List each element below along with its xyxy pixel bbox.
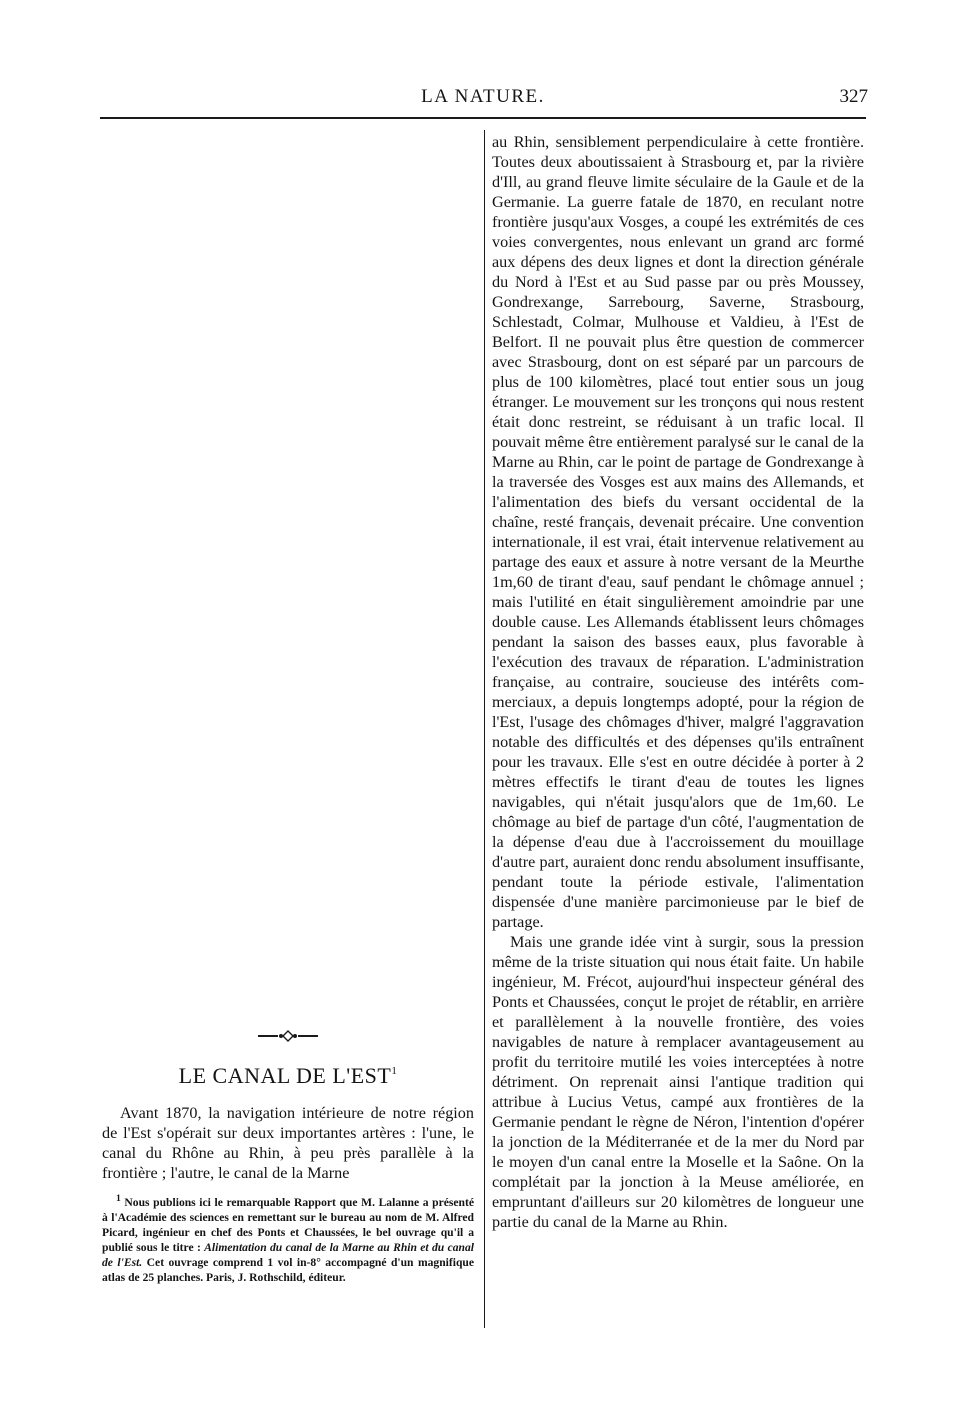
article-intro: Avant 1870, la navigation intérieure de notre région de l'Est s'opérait sur deux importantes artères : l'une, le canal du Rhône au Rhin, à peu près parallèle à la frontière ; l'autre, le canal de la Marne [102, 1104, 474, 1182]
section-ornament-icon [256, 1030, 320, 1042]
column-divider [484, 130, 485, 1328]
paragraph-continuation: au Rhin, sensiblement perpendiculaire à cette frontière. Toutes deux aboutissaient à Strasbourg et, par la rivière d'Ill, au grand fleuve limite séculaire de la Gaule et de la Germanie. La guerre fatale de 1870, en reculant notre frontière jusqu'aux Vosges, a coupé les extrémités de ces voies convergentes, nous enlevant un grand arc formé aux dépens des deux lignes et dont la direction générale du Nord à l'Est et au Sud passe par ou près Moussey, Gondrexange, Sarrebourg, Saverne, Strasbourg, Schlestadt, Colmar, Mulhouse et Valdieu, à l'Est de Belfort. Il ne pouvait plus être question de commercer avec Strasbourg, dont on est séparé par un parcours de plus de 100 kilomètres, placé tout entier sous un joug étranger. Le mouvement sur les tronçons qui nous restent était donc restreint, se réduisant à un trafic local. Il pouvait même être entièrement paralysé sur le canal de la Marne au Rhin, car le point de partage de Gondrexange à la traversée des Vosges est aux mains des Allemands, et l'alimentation des biefs du versant occidental de la chaîne, resté français, devenait précaire. Une convention internationale, il est vrai, était intervenue relativement au partage des eaux et assure à notre versant de la Meurthe 1m,60 de tirant d'eau, sauf pendant le chômage annuel ; mais l'utilité en était singulièrement amoindrie par une double cause. Les Allemands établissent leurs chômages pendant la saison des basses eaux, plus favorable à l'exécution des travaux de réparation. L'administration française, au contraire, soucieuse des intérêts commerciaux, a depuis longtemps adopté, pour la région de l'Est, l'usage des chômages d'hiver, malgré l'aggravation notable des difficultés et des dépenses qu'ils entraînent pour les travaux. Elle s'est en outre décidée à porter à 2 mètres effectifs le tirant d'eau de toutes les lignes navigables, qui n'était jusqu'alors que de 1m,60. Le chômage au bief de partage d'un côté, l'augmentation de la dépense d'eau due à l'accroissement du mouillage d'autre part, auraient donc rendu absolument insuffisante, pendant toute la période estivale, l'alimentation dispensée d'une manière parcimonieuse par le bief de partage. [492, 133, 864, 931]
right-column [492, 132, 864, 1232]
title-footnote-marker: 1 [391, 1065, 398, 1077]
article-title [102, 1056, 474, 1091]
page-number: 327 [839, 86, 868, 107]
footnote-text-before: Nous publions ici le remarquable Rapport que M. Lalanne a présenté à l'Académie des sciences en remettant sur le bureau au nom de M. Alfred Picard, ingénieur en chef des Ponts et Chaussées, le bel ouvrage qu'il a publié sous le titre : [102, 1195, 474, 1254]
article-title-text: LE CANAL DE L'EST [178, 1063, 392, 1088]
footnote-cited-title: Alimentation du canal de la Marne au Rhin et du canal de l'Est. [102, 1240, 474, 1269]
running-header-title: LA NATURE. [421, 86, 545, 107]
footnote-marker: 1 [116, 1193, 121, 1204]
footnote [102, 1191, 474, 1285]
paragraph-frecot-project: Mais une grande idée vint à surgir, sous la pression même de la triste situation qui nous était faite. Un habile ingénieur, M. Frécot, aujourd'hui inspecteur général des Ponts et Chaussées, conçut le projet de rétablir, en arrière et parallèlement à la nouvelle frontière, des voies navigables de nature à remplacer avantageusement au profit du territoire mutilé les voies interceptées à notre détriment. On reprenait ainsi l'antique tradition qui attribue à Lucius Vetus, campé aux frontières de la Germanie pendant le règne de Néron, l'intention d'opérer la jonction de la Méditerranée et de la mer du Nord par le moyen d'un canal entre la Moselle et la Saône. On la complétait par la jonction à la Meuse améliorée, en empruntant d'ailleurs sur 20 kilomètres de longueur une partie du canal de la Marne au Rhin. [492, 933, 864, 1231]
left-column [102, 1030, 474, 1285]
header-rule [100, 117, 866, 119]
footnote-text-after: Cet ouvrage comprend 1 vol in-8° accompagné d'un magnifique atlas de 25 planches. Paris, J. Rothschild, éditeur. [102, 1255, 475, 1284]
